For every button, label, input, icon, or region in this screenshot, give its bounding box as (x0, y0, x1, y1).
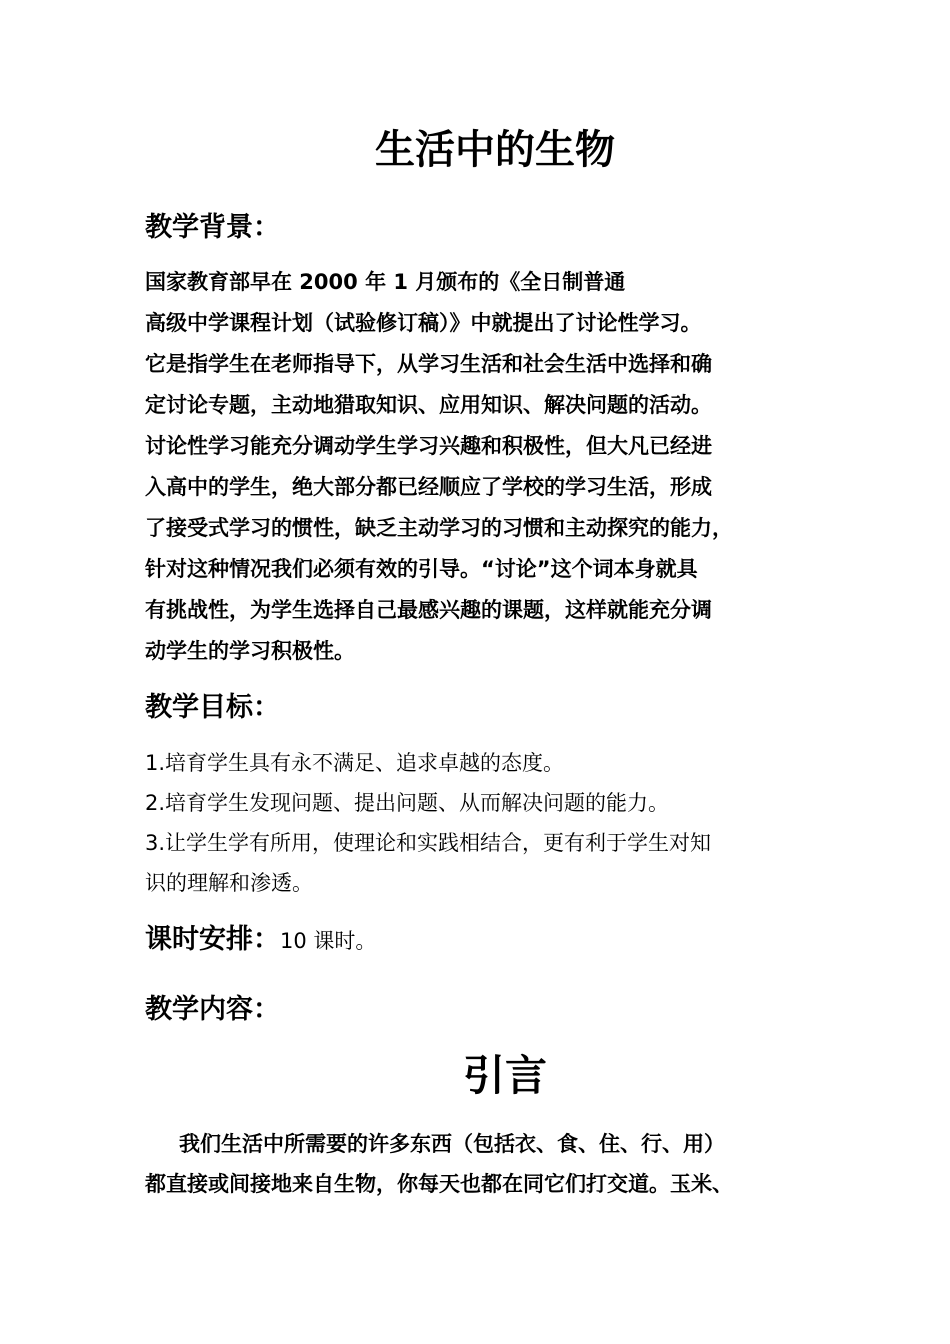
background-paragraph (145, 262, 825, 672)
paragraph-line: 动学生的学习积极性。 (145, 639, 355, 663)
paragraph-line: 了接受式学习的惯性，缺乏主动学习的习惯和主动探究的能力， (145, 516, 733, 540)
paragraph-line: 入高中的学生，绝大部分都已经顺应了学校的学习生活，形成 (145, 475, 712, 499)
document-title: 生活中的生物 (375, 127, 615, 173)
paragraph-line: 有挑战性，为学生选择自己最感兴趣的课题，这样就能充分调 (145, 598, 712, 622)
paragraph-line: 它是指学生在老师指导下，从学习生活和社会生活中选择和确 (145, 352, 712, 376)
intro-line: 都直接或间接地来自生物，你每天也都在同它们打交道。玉米、 (145, 1172, 733, 1196)
content-heading: 教学内容： (145, 994, 280, 1025)
paragraph-line: 高级中学课程计划（试验修订稿）》中就提出了讨论性学习。 (145, 311, 702, 335)
intro-line: 我们生活中所需要的许多东西（包括衣、食、住、行、用） (179, 1132, 725, 1156)
paragraph-line: 针对这种情况我们必须有效的引导。“讨论”这个词本身就具 (145, 557, 698, 581)
goal-item: 2.培育学生发现问题、提出问题、从而解决问题的能力。 (145, 791, 670, 815)
paragraph-line: 定讨论专题，主动地猎取知识、应用知识、解决问题的活动。 (145, 393, 712, 417)
schedule-label: 课时安排： (145, 924, 280, 955)
goal-item: 1.培育学生具有永不满足、追求卓越的态度。 (145, 751, 565, 775)
goal-item-continuation: 识的理解和渗透。 (145, 871, 313, 895)
goals-heading: 教学目标： (145, 692, 280, 723)
intro-paragraph (145, 1124, 825, 1204)
goals-list (145, 743, 825, 903)
background-heading: 教学背景： (145, 212, 280, 243)
goal-item: 3.让学生学有所用，使理论和实践相结合，更有利于学生对知 (145, 831, 712, 855)
schedule-line (145, 922, 376, 959)
schedule-value: 10 课时。 (280, 929, 377, 953)
paragraph-line: 国家教育部早在 2000 年 1 月颁布的《全日制普通 (145, 270, 626, 294)
intro-title: 引言 (462, 1051, 547, 1100)
paragraph-line: 讨论性学习能充分调动学生学习兴趣和积极性，但大凡已经进 (145, 434, 712, 458)
